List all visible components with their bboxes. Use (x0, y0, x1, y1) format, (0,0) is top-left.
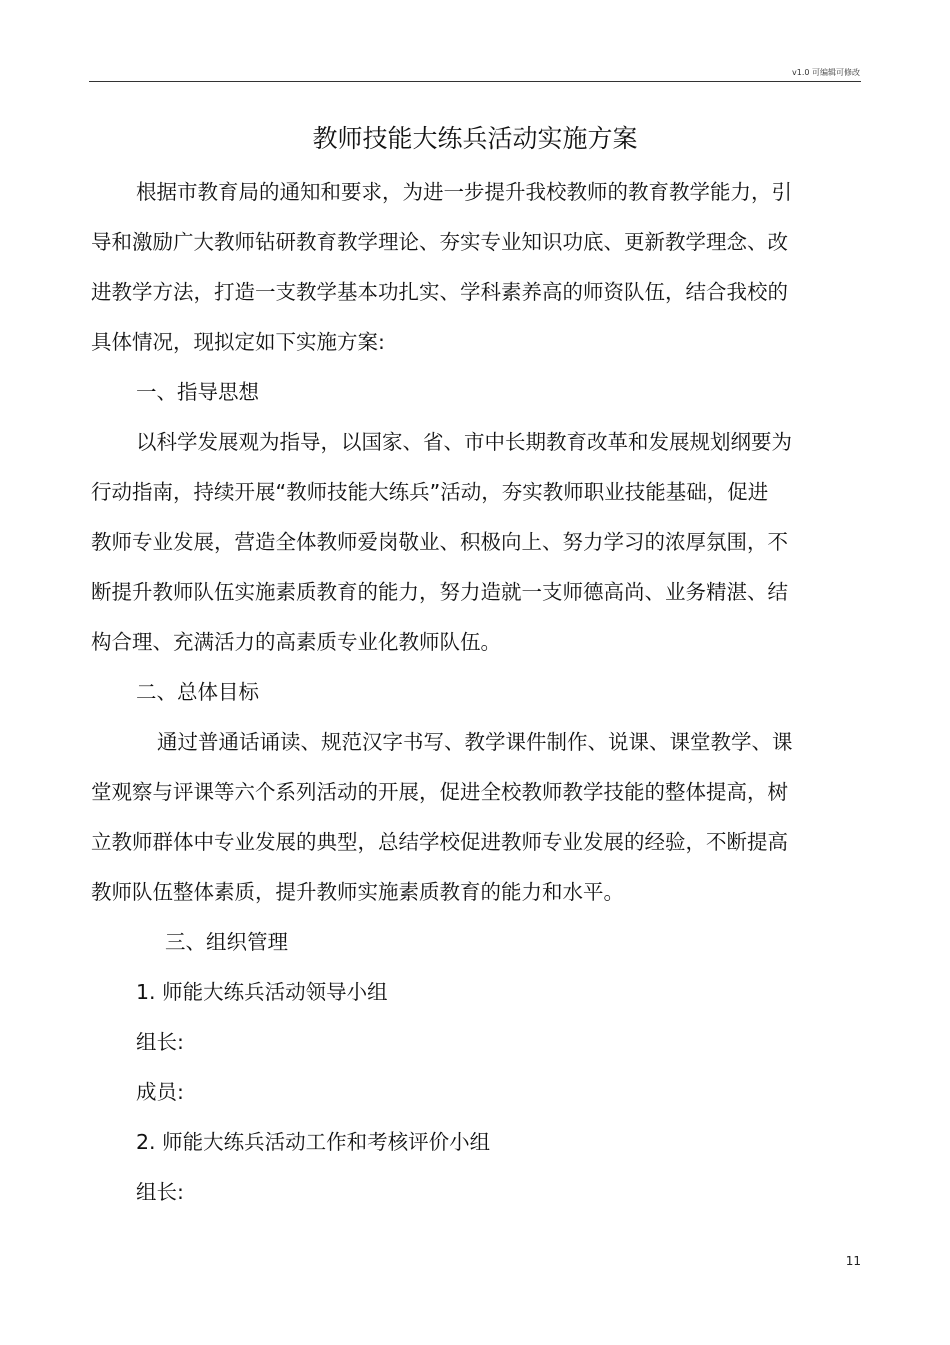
body-line: 以科学发展观为指导，以国家、省、市中长期教育改革和发展规划纲要为 (136, 430, 792, 454)
section-heading: 三、组织管理 (165, 930, 288, 954)
document-title: 教师技能大练兵活动实施方案 (312, 124, 638, 153)
section-heading: 二、总体目标 (136, 680, 259, 704)
body-line: 断提升教师队伍实施素质教育的能力，努力造就一支师德高尚、业务精湛、结 (91, 580, 788, 604)
list-item: 2. 师能大练兵活动工作和考核评价小组 (136, 1130, 491, 1154)
header-rule (89, 81, 861, 82)
body-line: 通过普通话诵读、规范汉字书写、教学课件制作、说课、课堂教学、课 (157, 730, 793, 754)
page-number: 11 (845, 1254, 861, 1268)
body-line: 进教学方法，打造一支教学基本功扎实、学科素养高的师资队伍，结合我校的 (91, 280, 788, 304)
list-item: 组长: (136, 1180, 184, 1204)
body-line: 具体情况，现拟定如下实施方案: (91, 330, 385, 354)
body-line: 根据市教育局的通知和要求，为进一步提升我校教师的教育教学能力，引 (136, 180, 792, 204)
list-item: 组长: (136, 1030, 184, 1054)
body-line: 教师专业发展，营造全体教师爱岗敬业、积极向上、努力学习的浓厚氛围，不 (91, 530, 788, 554)
header-version-note: v1.0 可编辑可修改 (792, 68, 860, 77)
section-heading: 一、指导思想 (136, 380, 259, 404)
body-line: 堂观察与评课等六个系列活动的开展，促进全校教师教学技能的整体提高，树 (91, 780, 788, 804)
body-line: 行动指南，持续开展“教师技能大练兵”活动，夯实教师职业技能基础，促进 (91, 480, 769, 504)
body-line: 构合理、充满活力的高素质专业化教师队伍。 (91, 630, 501, 654)
body-line: 教师队伍整体素质，提升教师实施素质教育的能力和水平。 (91, 880, 624, 904)
list-item: 成员: (136, 1080, 184, 1104)
body-line: 导和激励广大教师钻研教育教学理论、夯实专业知识功底、更新教学理念、改 (91, 230, 788, 254)
body-line: 立教师群体中专业发展的典型，总结学校促进教师专业发展的经验，不断提高 (91, 830, 788, 854)
list-item: 1. 师能大练兵活动领导小组 (136, 980, 388, 1004)
